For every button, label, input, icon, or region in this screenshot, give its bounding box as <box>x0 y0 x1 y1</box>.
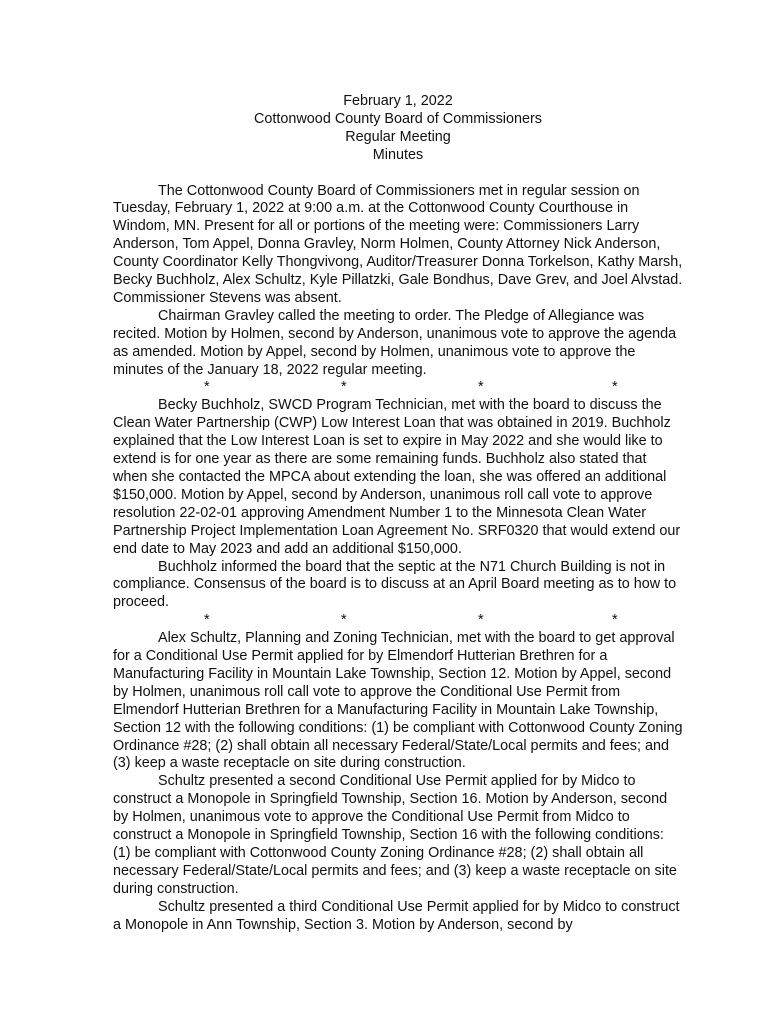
separator-asterisk: * <box>341 379 347 396</box>
board-name: Cottonwood County Board of Commissioners <box>254 110 542 127</box>
separator-asterisk: * <box>478 379 484 396</box>
minutes-page <box>113 93 683 935</box>
section-separator <box>113 379 683 397</box>
meeting-type: Regular Meeting <box>345 128 451 145</box>
separator-asterisk: * <box>478 612 484 629</box>
paragraph-septic: Buchholz informed the board that the septic at the N71 Church Building is not in compliance. Consensus of the board is to discuss at an April Board meeting as to how to proceed. <box>113 558 677 611</box>
paragraph-attendance: The Cottonwood County Board of Commissioners met in regular session on Tuesday, February 1, 2022 at 9:00 a.m. at the Cottonwood County Courthouse in Windom, MN. Present for all or portions of the meeting were: Commissioners Larry Anderson, Tom Appel, Donna Gravley, Norm Holmen, County Attorney Nick Anderson, County Coordinator Kelly Thongvivong, Auditor/Treasurer Donna Torkelson, Kathy Marsh, Becky Buchholz, Alex Schultz, Kyle Pillatzki, Gale Bondhus, Dave Grev, and Joel Alvstad. Commissioner Stevens was absent. <box>113 182 683 306</box>
separator-asterisk: * <box>612 379 618 396</box>
paragraph-call-to-order: Chairman Gravley called the meeting to order. The Pledge of Allegiance was recited. Motion by Holmen, second by Anderson, unanimous vote to approve the agenda as amended. Motion by Appel, second by Holmen, unanimous vote to approve the minutes of the January 18, 2022 regular meeting. <box>113 307 677 378</box>
separator-asterisk: * <box>612 612 618 629</box>
document-header <box>113 93 683 165</box>
separator-asterisk: * <box>204 612 210 629</box>
paragraph-cup-springfield: Schultz presented a second Conditional Use Permit applied for by Midco to construct a Monopole in Springfield Township, Section 16. Motion by Anderson, second by Holmen, unanimous vote to approve the Conditional Use Permit from Midco to construct a Monopole in Springfield Township, Section 16 with the following conditions: (1) be compliant with Cottonwood County Zoning Ordinance #28; (2) shall obtain all necessary Federal/State/Local permits and fees; and (3) keep a waste receptacle on site during construction. <box>113 773 677 897</box>
document-title: Minutes <box>372 146 424 163</box>
meeting-date: February 1, 2022 <box>343 93 453 109</box>
paragraph-cup-ann-township: Schultz presented a third Conditional Use Permit applied for by Midco to construct a Monopole in Ann Township, Section 3. Motion by Anderson, second by <box>113 898 680 933</box>
section-separator <box>113 612 683 630</box>
separator-asterisk: * <box>341 612 347 629</box>
separator-asterisk: * <box>204 379 210 396</box>
paragraph-cwp-loan: Becky Buchholz, SWCD Program Technician, met with the board to discuss the Clean Water Partnership (CWP) Low Interest Loan that was obtained in 2019. Buchholz explained that the Low Interest Loan is set to expire in May 2022 and she would like to extend is for one year as there are some remaining funds. Buchholz also stated that when she contacted the MPCA about extending the loan, she was offered an additional $150,000. Motion by Appel, second by Anderson, unanimous roll call vote to approve resolution 22-02-01 approving Amendment Number 1 to the Minnesota Clean Water Partnership Project Implementation Loan Agreement No. SRF0320 that would extend our end date to May 2023 and add an additional $150,000. <box>113 397 681 557</box>
paragraph-cup-elmendorf: Alex Schultz, Planning and Zoning Technician, met with the board to get approval for a Conditional Use Permit applied for by Elmendorf Hutterian Brethren for a Manufacturing Facility in Mountain Lake Township, Section 12. Motion by Appel, second by Holmen, unanimous roll call vote to approve the Conditional Use Permit from Elmendorf Hutterian Brethren for a Manufacturing Facility in Mountain Lake Township, Section 12 with the following conditions: (1) be compliant with Cottonwood County Zoning Ordinance #28; (2) shall obtain all necessary Federal/State/Local permits and fees; and (3) keep a waste receptacle on site during construction. <box>113 630 683 772</box>
